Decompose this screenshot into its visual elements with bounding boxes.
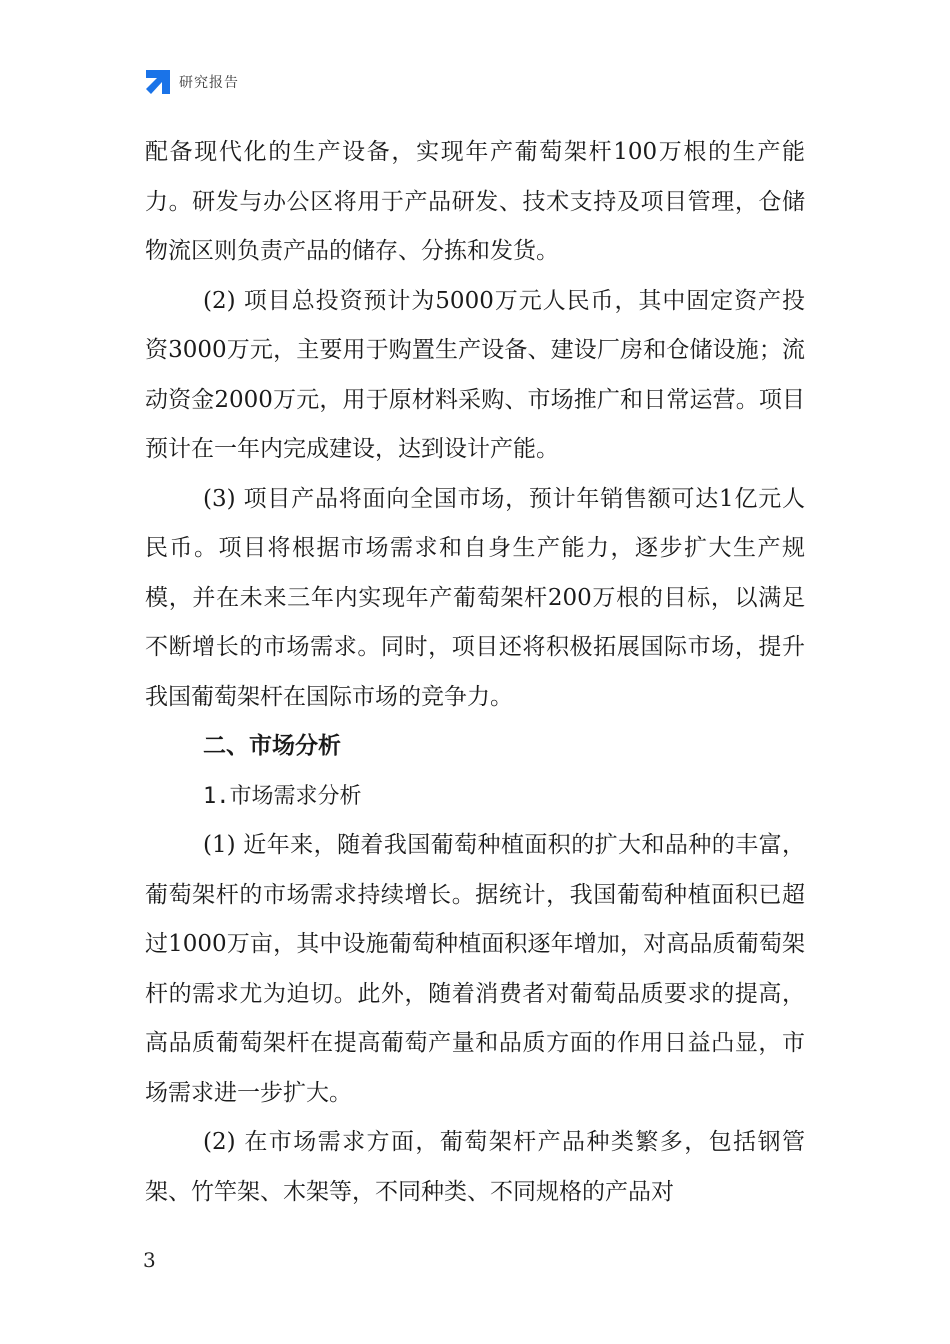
paragraph-1: 配备现代化的生产设备，实现年产葡萄架杆100万根的生产能力。研发与办公区将用于产品研发、技术支持及项目管理，仓储物流区则负责产品的储存、分拣和发货。 [145, 139, 805, 264]
header-title: 研究报告 [179, 75, 239, 91]
subsection-heading: 1.市场需求分析 [203, 783, 362, 809]
page-header [145, 68, 239, 96]
arrow-up-right-logo-icon [145, 69, 171, 95]
section-heading: 二、市场分析 [203, 733, 341, 759]
paragraph-2: (2) 项目总投资预计为5000万元人民币，其中固定资产投资3000万元，主要用于购置生产设备、建设厂房和仓储设施；流动资金2000万元，用于原材料采购、市场推广和日常运营。项目预计在一年内完成建设，达到设计产能。 [145, 287, 805, 462]
paragraph-3: (3) 项目产品将面向全国市场，预计年销售额可达1亿元人民币。项目将根据市场需求和自身生产能力，逐步扩大生产规模，并在未来三年内实现年产葡萄架杆200万根的目标，以满足不断增长的市场需求。同时，项目还将积极拓展国际市场，提升我国葡萄架杆在国际市场的竞争力。 [145, 485, 805, 710]
page-number: 3 [143, 1248, 156, 1272]
document-body [145, 128, 805, 1217]
paragraph-5: (2) 在市场需求方面，葡萄架杆产品种类繁多，包括钢管架、竹竿架、木架等，不同种类、不同规格的产品对 [145, 1129, 805, 1205]
paragraph-4: (1) 近年来，随着我国葡萄种植面积的扩大和品种的丰富，葡萄架杆的市场需求持续增长。据统计，我国葡萄种植面积已超过1000万亩，其中设施葡萄种植面积逐年增加，对高品质葡萄架杆的需求尤为迫切。此外，随着消费者对葡萄品质要求的提高，高品质葡萄架杆在提高葡萄产量和品质方面的作用日益凸显，市场需求进一步扩大。 [145, 832, 805, 1106]
